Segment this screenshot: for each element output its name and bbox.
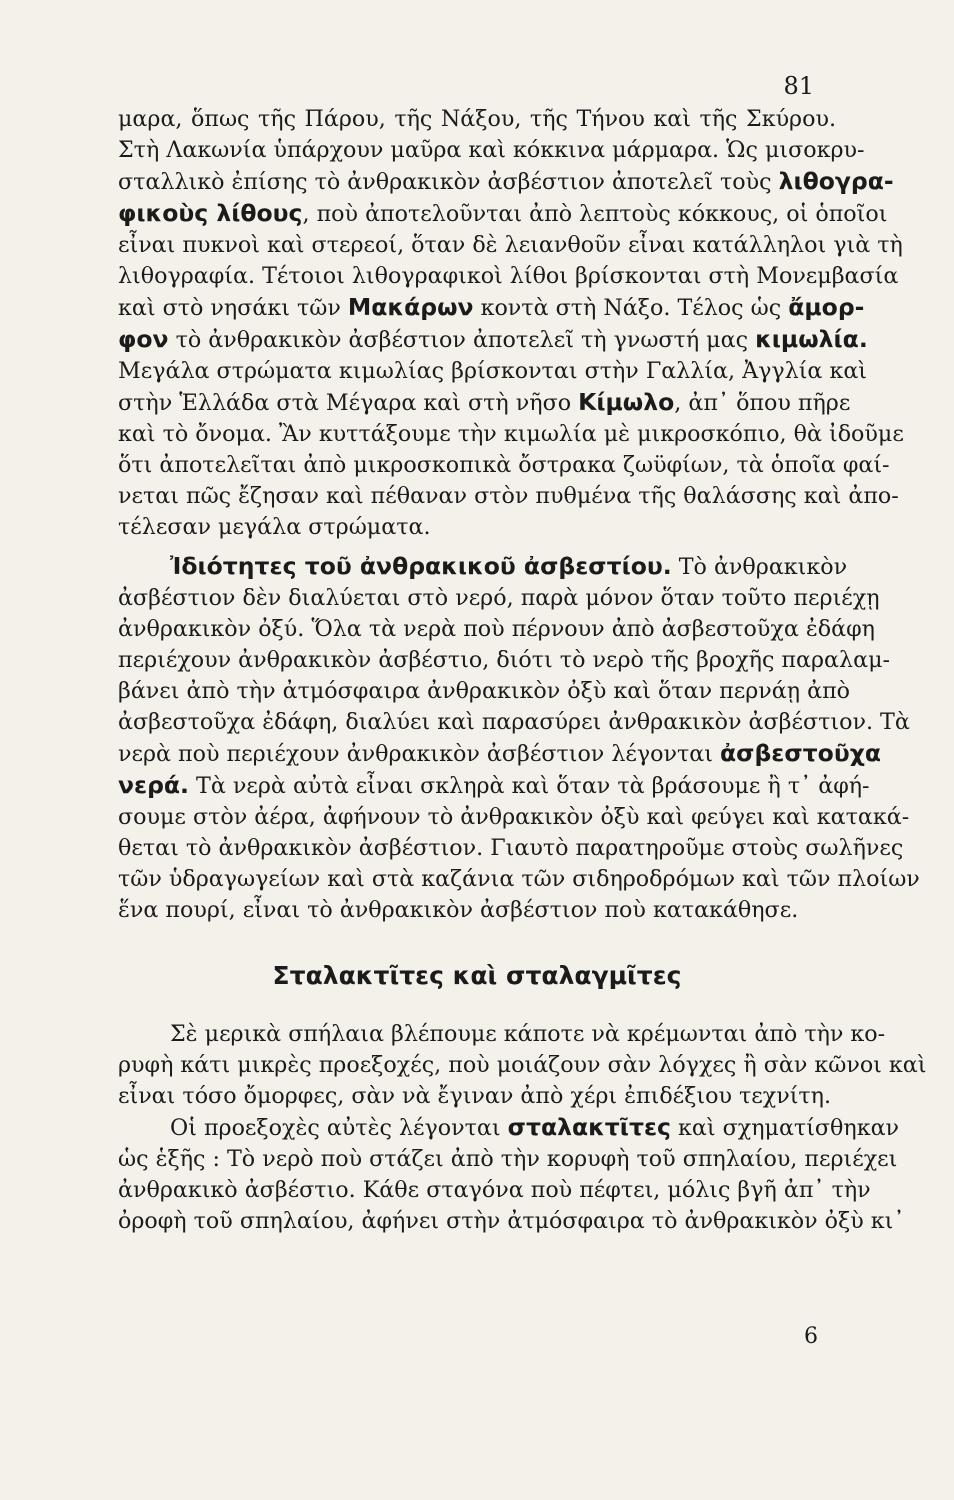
text-span: Τὰ νερὰ αὐτὰ εἶναι σκληρὰ καὶ ὅταν τὰ βράσουμε ἢ τ᾿ ἀφή- xyxy=(196,773,870,799)
heading-properties: Ἰδιότητες τοῦ ἀνθρακικοῦ ἀσβεστίου. xyxy=(170,552,672,580)
text-line xyxy=(118,551,848,583)
text-span: κοντὰ στὴ Νάξο. Τέλος ὡς xyxy=(480,295,782,321)
text-line: ὡς ἑξῆς : Τὸ νερὸ ποὺ στάζει ἀπὸ τὴν κορυφὴ τοῦ σπηλαίου, περιέχει xyxy=(118,1146,898,1172)
text-line xyxy=(118,387,851,419)
text-line: Μεγάλα στρώματα κιμωλίας βρίσκονται στὴν Γαλλία, Ἀγγλία καὶ xyxy=(118,358,868,384)
text-line xyxy=(118,738,881,770)
term-amorphon: ἄμορ- xyxy=(788,293,865,321)
body-text xyxy=(118,104,927,1237)
text-span: Τὸ ἀνθρακικὸν xyxy=(678,554,848,580)
text-line xyxy=(118,770,870,802)
text-line: ἀνθρακικὸν ὀξύ. Ὅλα τὰ νερὰ ποὺ πέρνουν ἀπὸ ἀσβεστοῦχα ἐδάφη xyxy=(118,616,875,642)
text-span: , ποὺ ἀποτελοῦνται ἀπὸ λεπτοὺς κόκκους, οἱ ὁποῖοι xyxy=(302,201,888,227)
text-span: καὶ σχηματίσθηκαν xyxy=(678,1115,900,1141)
term-asvestoucha-cont: νερά. xyxy=(118,771,189,799)
term-makaron: Μακάρων xyxy=(347,293,474,321)
text-line: ἕνα πουρί, εἶναι τὸ ἀνθρακικὸν ἀσβέστιον ποὺ κατακάθησε. xyxy=(118,897,799,923)
text-line: βάνει ἀπὸ τὴν ἀτμόσφαιρα ἀνθρακικὸν ὀξὺ καὶ ὅταν περνάῃ ἀπὸ xyxy=(118,678,851,704)
text-span: νερὰ ποὺ περιέχουν ἀνθρακικὸν ἀσβέστιον λέγονται xyxy=(118,741,713,767)
signature-number: 6 xyxy=(804,1324,818,1349)
text-line: σουμε στὸν ἀέρα, ἀφήνουν τὸ ἀνθρακικὸν ὀξὺ καὶ φεύγει καὶ κατακά- xyxy=(118,804,910,830)
term-kimolia: κιμωλία. xyxy=(755,325,868,353)
term-lithographic: λιθογρα- xyxy=(778,167,894,195)
text-line: ὅτι ἀποτελεῖται ἀπὸ μικροσκοπικὰ ὄστρακα ζωϋφίων, τὰ ὁποῖα φαί- xyxy=(118,452,890,478)
text-line: Σὲ μερικὰ σπήλαια βλέπουμε κάποτε νὰ κρέμωνται ἀπὸ τὴν κο- xyxy=(170,1021,886,1047)
term-asvestoucha: ἀσβεστοῦχα xyxy=(720,739,881,767)
text-line: νεται πῶς ἔζησαν καὶ πέθαναν στὸν πυθμένα τῆς θαλάσσης καὶ ἀπο- xyxy=(118,483,899,509)
paragraph-properties xyxy=(118,551,920,926)
term-kimolo: Κίμωλο xyxy=(578,388,675,416)
section-title: Σταλακτῖτες καὶ σταλαγμῖτες xyxy=(272,961,682,990)
text-line: καὶ τὸ ὄνομα. Ἂν κυττάξουμε τὴν κιμωλία μὲ μικροσκόπιο, θὰ ἰδοῦμε xyxy=(118,421,904,447)
text-line: θεται τὸ ἀνθρακικὸν ἀσβέστιον. Γιαυτὸ παρατηροῦμε στοὺς σωλῆνες xyxy=(118,835,904,861)
term-lithographic-cont: φικοὺς λίθους xyxy=(118,199,303,227)
term-stalaktites: σταλακτῖτες xyxy=(507,1113,671,1141)
text-line: μαρα, ὅπως τῆς Πάρου, τῆς Νάξου, τῆς Τήνου καὶ τῆς Σκύρου. xyxy=(118,106,836,132)
paragraph-caves xyxy=(118,1019,927,1112)
text-line xyxy=(118,198,888,230)
text-line xyxy=(118,166,894,198)
text-line: ἀνθρακικὸ ἀσβέστιο. Κάθε σταγόνα ποὺ πέφτει, μόλις βγῆ ἀπ᾿ τὴν xyxy=(118,1177,871,1203)
text-span: στὴν Ἑλλάδα στὰ Μέγαρα καὶ στὴ νῆσο xyxy=(118,390,572,416)
term-amorphon-cont: φον xyxy=(118,325,169,353)
text-line: λιθογραφία. Τέτοιοι λιθογραφικοὶ λίθοι βρίσκονται στὴ Μονεμβασία xyxy=(118,263,899,289)
text-line: ρυφὴ κάτι μικρὲς προεξοχές, ποὺ μοιάζουν σὰν λόγχες ἢ σὰν κῶνοι καὶ xyxy=(118,1052,927,1078)
text-span: , ἀπ᾿ ὅπου πῆρε xyxy=(674,390,851,416)
paragraph-marble xyxy=(118,104,904,543)
text-line: ἀσβέστιον δὲν διαλύεται στὸ νερό, παρὰ μόνον ὅταν τοῦτο περιέχῃ xyxy=(118,585,880,611)
text-line: τῶν ὑδραγωγείων καὶ στὰ καζάνια τῶν σιδηροδρόμων καὶ τῶν πλοίων xyxy=(118,866,920,892)
text-line: εἶναι τόσο ὄμορφες, σὰν νὰ ἔγιναν ἀπὸ χέρι ἐπιδέξιου τεχνίτη. xyxy=(118,1083,832,1109)
text-line: ἀσβεστοῦχα ἐδάφη, διαλύει καὶ παρασύρει ἀνθρακικὸν ἀσβέστιον. Τὰ xyxy=(118,709,910,735)
text-line xyxy=(118,292,865,324)
text-line: περιέχουν ἀνθρακικὸν ἀσβέστιο, διότι τὸ νερὸ τῆς βροχῆς παραλαμ- xyxy=(118,647,890,673)
text-span: Οἱ προεξοχὲς αὐτὲς λέγονται xyxy=(170,1115,501,1141)
paragraph-stalactites xyxy=(118,1112,905,1237)
text-span: καὶ στὸ νησάκι τῶν xyxy=(118,295,341,321)
text-line xyxy=(118,1112,900,1144)
page-number: 81 xyxy=(783,72,814,100)
text-line: τέλεσαν μεγάλα στρώματα. xyxy=(118,514,431,540)
text-line: εἶναι πυκνοὶ καὶ στερεοί, ὅταν δὲ λειανθοῦν εἶναι κατάλληλοι γιὰ τὴ xyxy=(118,232,903,258)
text-span: σταλλικὸ ἐπίσης τὸ ἀνθρακικὸν ἀσβέστιον ἀποτελεῖ τοὺς xyxy=(118,169,772,195)
text-line xyxy=(118,324,868,356)
text-line: ὀροφὴ τοῦ σπηλαίου, ἀφήνει στὴν ἀτμόσφαιρα τὸ ἀνθρακικὸν ὀξὺ κι᾿ xyxy=(118,1208,905,1234)
text-span: τὸ ἀνθρακικὸν ἀσβέστιον ἀποτελεῖ τὴ γνωστή μας xyxy=(175,327,749,353)
text-line: Στὴ Λακωνία ὑπάρχουν μαῦρα καὶ κόκκινα μάρμαρα. Ὡς μισοκρυ- xyxy=(118,137,865,163)
